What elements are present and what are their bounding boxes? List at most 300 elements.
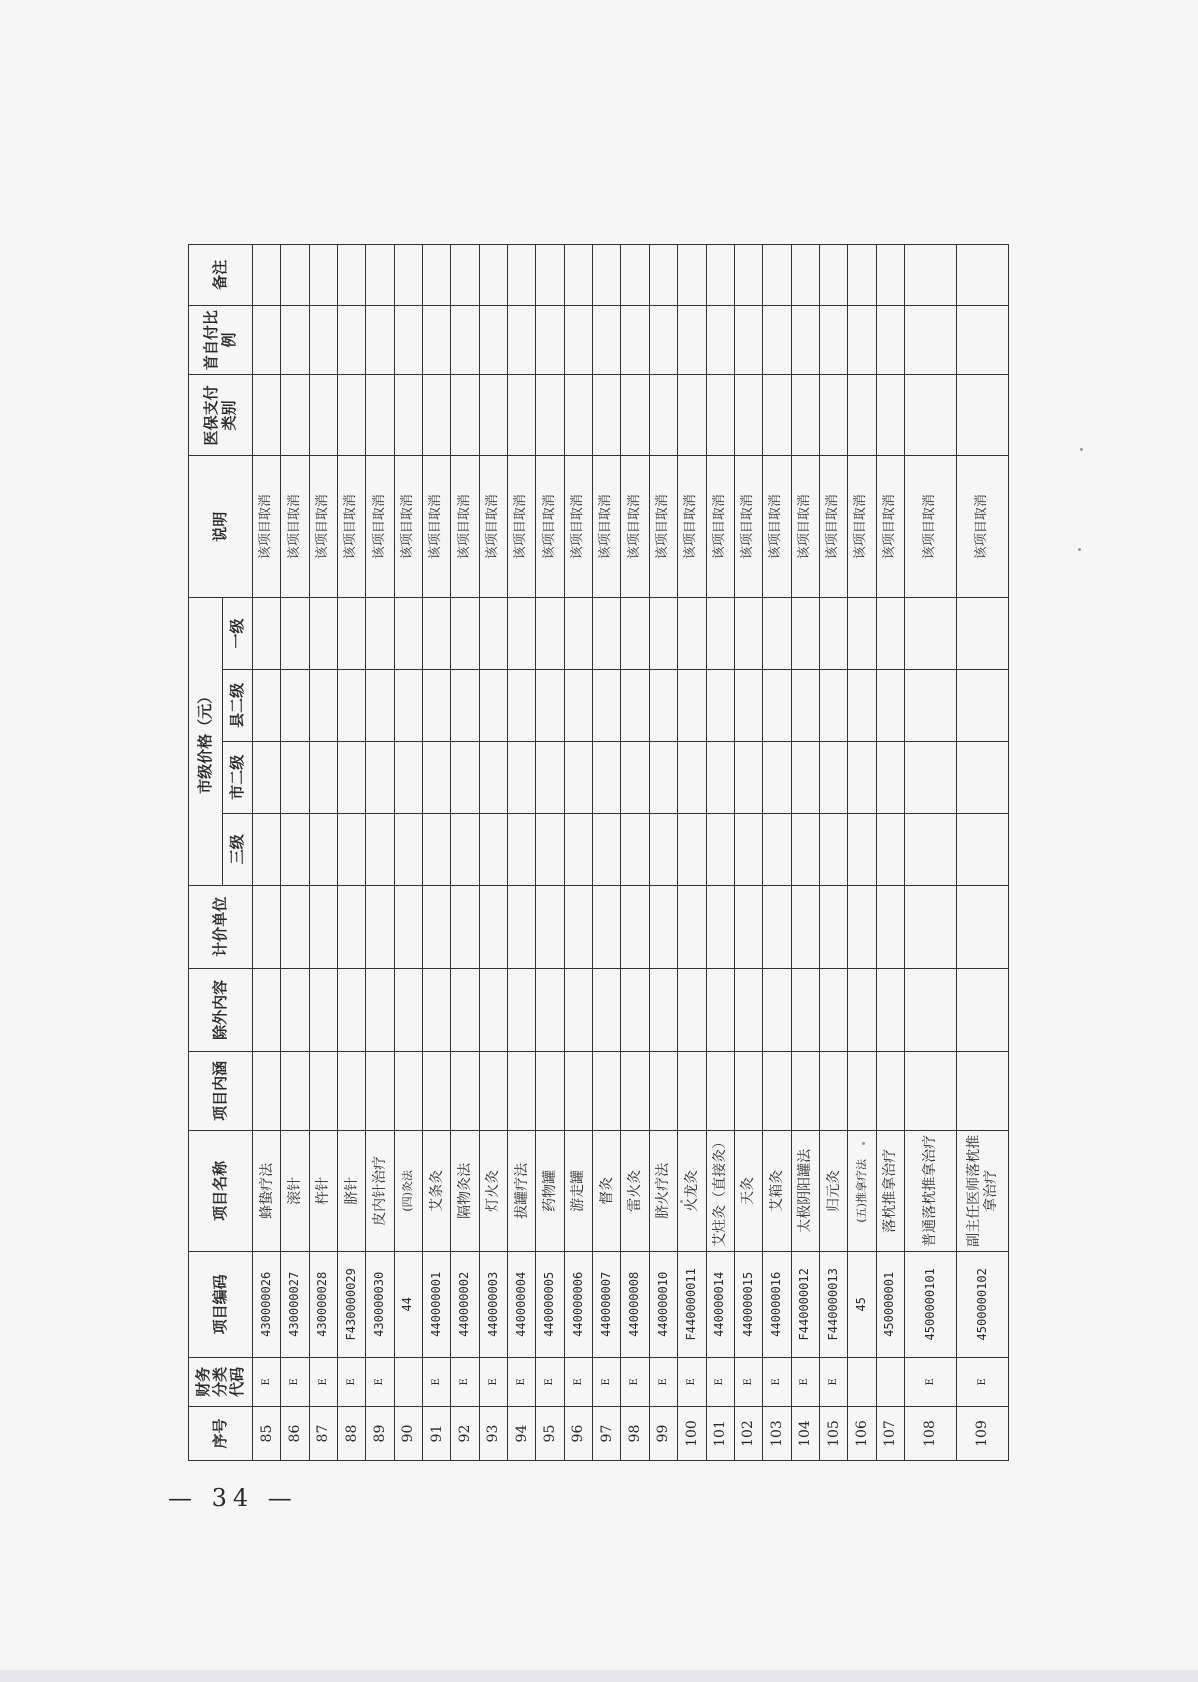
cell-p1	[848, 597, 876, 669]
cell-desc: 该项目取消	[763, 456, 791, 598]
cell-fin: E	[508, 1357, 536, 1406]
cell-code: 440000016	[763, 1252, 791, 1358]
cell-p-city2	[848, 741, 876, 813]
header-description: 说明	[189, 456, 253, 598]
table-row	[451, 245, 479, 1461]
header-item-name: 项目名称	[189, 1130, 253, 1251]
cell-self-pay	[791, 305, 819, 375]
cell-p3	[451, 813, 479, 885]
cell-p3	[621, 813, 649, 885]
cell-content	[394, 1051, 422, 1130]
cell-p1	[366, 597, 394, 669]
scan-bottom-edge	[0, 1670, 1198, 1682]
cell-p-city2	[763, 741, 791, 813]
table-row	[791, 245, 819, 1461]
table-row	[309, 245, 337, 1461]
scan-speck	[680, 1200, 683, 1203]
cell-remark	[706, 245, 734, 306]
cell-code: 440000006	[564, 1252, 592, 1358]
cell-p3	[281, 813, 309, 885]
cell-code: 430000028	[309, 1252, 337, 1358]
cell-self-pay	[706, 305, 734, 375]
cell-remark	[564, 245, 592, 306]
cell-desc: 该项目取消	[649, 456, 677, 598]
cell-desc: 该项目取消	[621, 456, 649, 598]
cell-except	[819, 968, 847, 1051]
cell-remark	[905, 245, 957, 306]
cell-remark	[338, 245, 366, 306]
cell-desc: 该项目取消	[394, 456, 422, 598]
cell-except	[763, 968, 791, 1051]
cell-content	[281, 1051, 309, 1130]
table-row	[281, 245, 309, 1461]
cell-unit	[281, 885, 309, 968]
cell-p-city2	[423, 741, 451, 813]
table-row	[763, 245, 791, 1461]
cell-name: 艾箱灸	[763, 1130, 791, 1251]
cell-desc: 该项目取消	[479, 456, 507, 598]
cell-p-city2	[905, 741, 957, 813]
cell-content	[564, 1051, 592, 1130]
cell-p3	[791, 813, 819, 885]
cell-code: 440000005	[536, 1252, 564, 1358]
cell-remark	[508, 245, 536, 306]
cell-content	[848, 1051, 876, 1130]
cell-p-city2	[678, 741, 706, 813]
cell-p1	[621, 597, 649, 669]
cell-p3	[536, 813, 564, 885]
cell-p-city2	[621, 741, 649, 813]
cell-remark	[678, 245, 706, 306]
table-row	[848, 245, 876, 1461]
cell-unit	[876, 885, 904, 968]
cell-insurance	[649, 375, 677, 456]
cell-name: 落枕推拿治疗	[876, 1130, 904, 1251]
cell-p3	[957, 813, 1009, 885]
cell-fin: E	[536, 1357, 564, 1406]
cell-content	[621, 1051, 649, 1130]
cell-except	[678, 968, 706, 1051]
table-row	[394, 245, 422, 1461]
cell-name: 督灸	[593, 1130, 621, 1251]
cell-p3	[848, 813, 876, 885]
cell-p-city2	[734, 741, 762, 813]
cell-name: 雷火灸	[621, 1130, 649, 1251]
cell-insurance	[338, 375, 366, 456]
cell-code: 45	[848, 1252, 876, 1358]
cell-except	[621, 968, 649, 1051]
cell-insurance	[479, 375, 507, 456]
cell-insurance	[309, 375, 337, 456]
cell-fin: E	[338, 1357, 366, 1406]
cell-p1	[309, 597, 337, 669]
cell-remark	[281, 245, 309, 306]
cell-seq: 109	[957, 1407, 1009, 1461]
cell-self-pay	[479, 305, 507, 375]
cell-desc: 该项目取消	[253, 456, 281, 598]
cell-fin: E	[649, 1357, 677, 1406]
cell-p-county2	[706, 669, 734, 741]
cell-desc: 该项目取消	[876, 456, 904, 598]
cell-except	[423, 968, 451, 1051]
cell-content	[536, 1051, 564, 1130]
cell-p3	[905, 813, 957, 885]
table-row	[593, 245, 621, 1461]
cell-unit	[734, 885, 762, 968]
header-price-group: 市级价格（元）	[189, 597, 223, 885]
cell-p-city2	[564, 741, 592, 813]
cell-code: 440000008	[621, 1252, 649, 1358]
cell-remark	[819, 245, 847, 306]
cell-self-pay	[649, 305, 677, 375]
cell-fin	[394, 1357, 422, 1406]
cell-p3	[819, 813, 847, 885]
cell-self-pay	[309, 305, 337, 375]
cell-remark	[423, 245, 451, 306]
cell-p-county2	[253, 669, 281, 741]
header-insurance-type: 医保支付类别	[189, 375, 253, 456]
cell-p3	[253, 813, 281, 885]
cell-except	[253, 968, 281, 1051]
cell-except	[649, 968, 677, 1051]
cell-desc: 该项目取消	[957, 456, 1009, 598]
cell-content	[706, 1051, 734, 1130]
cell-p-city2	[309, 741, 337, 813]
cell-seq: 105	[819, 1407, 847, 1461]
cell-except	[706, 968, 734, 1051]
cell-unit	[848, 885, 876, 968]
cell-name: 游走罐	[564, 1130, 592, 1251]
table-row	[706, 245, 734, 1461]
cell-seq: 97	[593, 1407, 621, 1461]
cell-seq: 85	[253, 1407, 281, 1461]
cell-unit	[593, 885, 621, 968]
cell-code: 450000001	[876, 1252, 904, 1358]
cell-unit	[338, 885, 366, 968]
cell-unit	[508, 885, 536, 968]
cell-fin: E	[451, 1357, 479, 1406]
cell-fin: E	[957, 1357, 1009, 1406]
cell-except	[791, 968, 819, 1051]
cell-insurance	[366, 375, 394, 456]
cell-p-county2	[763, 669, 791, 741]
cell-fin: E	[706, 1357, 734, 1406]
cell-p-county2	[281, 669, 309, 741]
header-remark: 备注	[189, 245, 253, 306]
cell-self-pay	[734, 305, 762, 375]
cell-content	[508, 1051, 536, 1130]
cell-code: 430000026	[253, 1252, 281, 1358]
cell-p1	[593, 597, 621, 669]
cell-desc: 该项目取消	[281, 456, 309, 598]
cell-seq: 94	[508, 1407, 536, 1461]
table-row	[876, 245, 904, 1461]
cell-self-pay	[848, 305, 876, 375]
cell-p-city2	[791, 741, 819, 813]
cell-insurance	[536, 375, 564, 456]
cell-insurance	[253, 375, 281, 456]
cell-remark	[763, 245, 791, 306]
cell-insurance	[564, 375, 592, 456]
cell-content	[451, 1051, 479, 1130]
cell-code: 440000015	[734, 1252, 762, 1358]
cell-p3	[763, 813, 791, 885]
cell-content	[309, 1051, 337, 1130]
cell-unit	[649, 885, 677, 968]
cell-fin: E	[593, 1357, 621, 1406]
cell-insurance	[394, 375, 422, 456]
cell-desc: 该项目取消	[564, 456, 592, 598]
cell-desc: 该项目取消	[366, 456, 394, 598]
cell-name: 艾炷灸（直接灸）	[706, 1130, 734, 1251]
cell-except	[734, 968, 762, 1051]
cell-remark	[366, 245, 394, 306]
cell-code: F440000012	[791, 1252, 819, 1358]
cell-p-city2	[479, 741, 507, 813]
cell-remark	[593, 245, 621, 306]
cell-except	[451, 968, 479, 1051]
cell-fin: E	[479, 1357, 507, 1406]
cell-name: 滚针	[281, 1130, 309, 1251]
cell-p-city2	[366, 741, 394, 813]
cell-name: 脐针	[338, 1130, 366, 1251]
table-body	[253, 245, 1009, 1461]
cell-unit	[479, 885, 507, 968]
cell-p1	[281, 597, 309, 669]
cell-code: F440000011	[678, 1252, 706, 1358]
cell-code: 430000027	[281, 1252, 309, 1358]
cell-p-city2	[876, 741, 904, 813]
cell-seq: 99	[649, 1407, 677, 1461]
cell-seq: 108	[905, 1407, 957, 1461]
table-row	[338, 245, 366, 1461]
cell-remark	[848, 245, 876, 306]
cell-p-county2	[621, 669, 649, 741]
cell-code: 440000001	[423, 1252, 451, 1358]
cell-p3	[366, 813, 394, 885]
cell-content	[876, 1051, 904, 1130]
cell-name: 太极阴阳罐法	[791, 1130, 819, 1251]
cell-seq: 88	[338, 1407, 366, 1461]
table-row	[366, 245, 394, 1461]
cell-desc: 该项目取消	[451, 456, 479, 598]
cell-remark	[536, 245, 564, 306]
cell-p-county2	[451, 669, 479, 741]
cell-self-pay	[876, 305, 904, 375]
cell-p-city2	[536, 741, 564, 813]
cell-insurance	[706, 375, 734, 456]
table-row	[678, 245, 706, 1461]
cell-p-county2	[734, 669, 762, 741]
cell-insurance	[678, 375, 706, 456]
header-level1: 一级	[223, 597, 253, 669]
cell-seq: 104	[791, 1407, 819, 1461]
cell-name: 隔物灸法	[451, 1130, 479, 1251]
cell-insurance	[905, 375, 957, 456]
cell-p3	[678, 813, 706, 885]
cell-p-county2	[848, 669, 876, 741]
cell-insurance	[451, 375, 479, 456]
cell-p-city2	[649, 741, 677, 813]
cell-p1	[479, 597, 507, 669]
cell-p3	[479, 813, 507, 885]
cell-p-city2	[593, 741, 621, 813]
cell-content	[253, 1051, 281, 1130]
cell-code: F430000029	[338, 1252, 366, 1358]
cell-except	[281, 968, 309, 1051]
cell-p-city2	[394, 741, 422, 813]
cell-content	[649, 1051, 677, 1130]
cell-self-pay	[281, 305, 309, 375]
cell-except	[508, 968, 536, 1051]
cell-name: 火龙灸	[678, 1130, 706, 1251]
cell-seq: 95	[536, 1407, 564, 1461]
cell-p-county2	[338, 669, 366, 741]
cell-remark	[791, 245, 819, 306]
cell-self-pay	[338, 305, 366, 375]
header-content: 项目内涵	[189, 1051, 253, 1130]
cell-fin: E	[678, 1357, 706, 1406]
cell-name: 杵针	[309, 1130, 337, 1251]
cell-code: 4500000101	[905, 1252, 957, 1358]
cell-code: 440000003	[479, 1252, 507, 1358]
cell-content	[905, 1051, 957, 1130]
header-item-code: 项目编码	[189, 1252, 253, 1358]
cell-unit	[763, 885, 791, 968]
cell-unit	[706, 885, 734, 968]
cell-content	[791, 1051, 819, 1130]
cell-content	[479, 1051, 507, 1130]
cell-p1	[536, 597, 564, 669]
cell-p1	[678, 597, 706, 669]
cell-name: 药物罐	[536, 1130, 564, 1251]
cell-self-pay	[451, 305, 479, 375]
cell-self-pay	[905, 305, 957, 375]
cell-name: 普通落枕推拿治疗	[905, 1130, 957, 1251]
cell-p-county2	[819, 669, 847, 741]
table-row	[819, 245, 847, 1461]
cell-name: (五)推拿疗法	[848, 1130, 876, 1251]
scan-speck	[1078, 548, 1081, 551]
cell-self-pay	[678, 305, 706, 375]
cell-self-pay	[621, 305, 649, 375]
cell-unit	[678, 885, 706, 968]
header-self-pay: 首自付比例	[189, 305, 253, 375]
cell-except	[536, 968, 564, 1051]
header-county-level2: 县二级	[223, 669, 253, 741]
cell-insurance	[734, 375, 762, 456]
cell-insurance	[791, 375, 819, 456]
cell-insurance	[593, 375, 621, 456]
cell-except	[394, 968, 422, 1051]
table-row	[957, 245, 1009, 1461]
cell-p3	[309, 813, 337, 885]
cell-name: 灯火灸	[479, 1130, 507, 1251]
cell-code: 440000014	[706, 1252, 734, 1358]
cell-except	[338, 968, 366, 1051]
cell-content	[819, 1051, 847, 1130]
cell-p1	[338, 597, 366, 669]
cell-p-county2	[479, 669, 507, 741]
table-row	[508, 245, 536, 1461]
cell-p3	[593, 813, 621, 885]
cell-remark	[253, 245, 281, 306]
cell-unit	[309, 885, 337, 968]
cell-p1	[734, 597, 762, 669]
cell-fin	[848, 1357, 876, 1406]
cell-p-city2	[338, 741, 366, 813]
cell-desc: 该项目取消	[905, 456, 957, 598]
cell-seq: 93	[479, 1407, 507, 1461]
cell-p-city2	[819, 741, 847, 813]
cell-desc: 该项目取消	[678, 456, 706, 598]
cell-desc: 该项目取消	[593, 456, 621, 598]
header-unit: 计价单位	[189, 885, 253, 968]
cell-unit	[564, 885, 592, 968]
cell-p3	[423, 813, 451, 885]
cell-remark	[734, 245, 762, 306]
table-row	[536, 245, 564, 1461]
cell-desc: 该项目取消	[508, 456, 536, 598]
cell-p1	[423, 597, 451, 669]
table-row	[564, 245, 592, 1461]
scan-speck	[862, 1142, 865, 1145]
header-exclusions: 除外内容	[189, 968, 253, 1051]
cell-seq: 96	[564, 1407, 592, 1461]
cell-p-city2	[451, 741, 479, 813]
cell-unit	[366, 885, 394, 968]
cell-self-pay	[536, 305, 564, 375]
cell-except	[309, 968, 337, 1051]
cell-fin: E	[791, 1357, 819, 1406]
cell-fin	[876, 1357, 904, 1406]
cell-p-county2	[905, 669, 957, 741]
cell-p-county2	[394, 669, 422, 741]
cell-remark	[876, 245, 904, 306]
cell-content	[366, 1051, 394, 1130]
cell-desc: 该项目取消	[819, 456, 847, 598]
cell-remark	[394, 245, 422, 306]
price-table	[188, 244, 1009, 1461]
cell-content	[423, 1051, 451, 1130]
cell-insurance	[281, 375, 309, 456]
cell-unit	[451, 885, 479, 968]
cell-p1	[564, 597, 592, 669]
cell-p3	[508, 813, 536, 885]
cell-except	[564, 968, 592, 1051]
cell-desc: 该项目取消	[848, 456, 876, 598]
cell-remark	[957, 245, 1009, 306]
cell-insurance	[819, 375, 847, 456]
cell-seq: 86	[281, 1407, 309, 1461]
table-row	[423, 245, 451, 1461]
cell-seq: 98	[621, 1407, 649, 1461]
cell-p-city2	[957, 741, 1009, 813]
cell-seq: 90	[394, 1407, 422, 1461]
cell-desc: 该项目取消	[791, 456, 819, 598]
cell-self-pay	[957, 305, 1009, 375]
cell-code: 440000002	[451, 1252, 479, 1358]
cell-p3	[876, 813, 904, 885]
cell-remark	[451, 245, 479, 306]
cell-unit	[394, 885, 422, 968]
cell-insurance	[621, 375, 649, 456]
cell-p3	[706, 813, 734, 885]
cell-p3	[734, 813, 762, 885]
cell-p1	[876, 597, 904, 669]
cell-code: 440000007	[593, 1252, 621, 1358]
cell-p-city2	[706, 741, 734, 813]
